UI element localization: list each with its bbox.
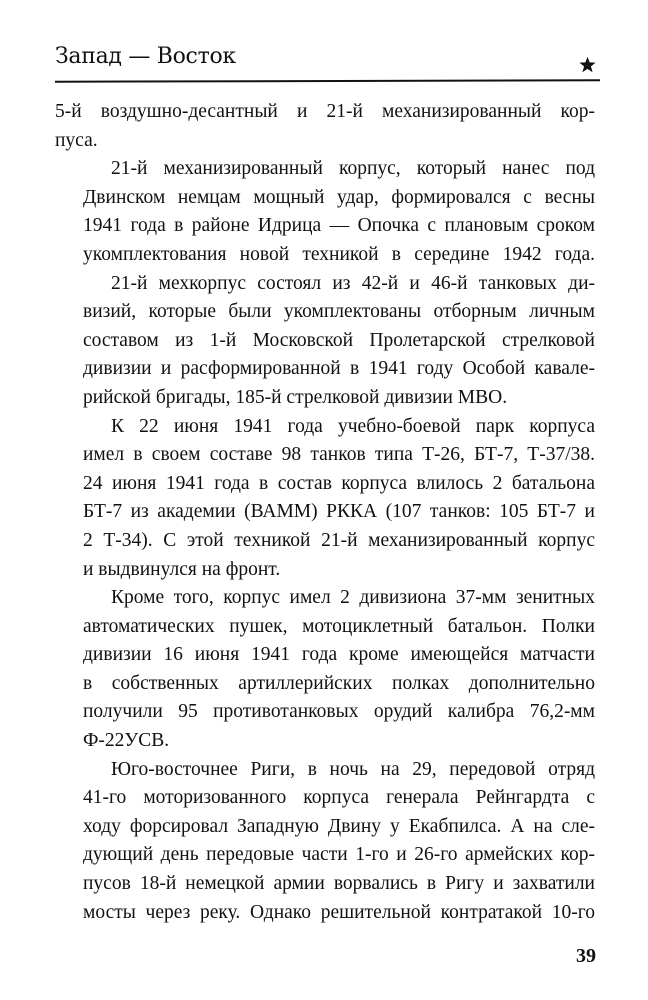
- text-line: 21-й механизированный корпус, который нанес под: [111, 158, 595, 180]
- paragraph: [55, 584, 595, 756]
- text-line: и выдвинулся на фронт.: [83, 558, 281, 580]
- page-body: [55, 98, 595, 927]
- text-line: рийской бригады, 185-й стрелковой дивизии МВО.: [83, 386, 508, 408]
- text-line: 24 июня 1941 года в состав корпуса влилось 2 батальона: [83, 472, 595, 494]
- text-line: в собственных артиллерийских полках дополнительно: [83, 672, 595, 694]
- text-line: 5-й воздушно-десантный и 21-й механизированный кор-: [55, 101, 595, 122]
- text-line: дующий день передовые части 1-го и 26-го армейских кор-: [83, 844, 595, 866]
- text-line: Ф-22УСВ.: [83, 730, 170, 752]
- paragraph: [55, 98, 595, 155]
- page-number: 39: [576, 945, 596, 967]
- text-line: пусов 18-й немецкой армии ворвались в Ригу и захватили: [83, 873, 595, 895]
- paragraph: [55, 756, 595, 928]
- text-line: 41-го моторизованного корпуса генерала Рейнгардта с: [83, 787, 595, 809]
- text-line: дивизии и расформированной в 1941 году Особой кавале-: [83, 358, 595, 380]
- text-line: получили 95 противотанковых орудий калибра 76,2-мм: [83, 701, 595, 723]
- star-icon: [579, 56, 596, 73]
- text-line: БТ-7 из академии (ВАММ) РККА (107 танков: 105 БТ-7 и: [83, 501, 595, 523]
- text-line: автоматических пушек, мотоциклетный батальон. Полки: [83, 615, 595, 637]
- text-line: мосты через реку. Однако решительной контратакой 10-го: [83, 901, 595, 923]
- text-line: 21-й мехкорпус состоял из 42-й и 46-й танковых ди-: [111, 272, 595, 294]
- running-title: Запад — Восток: [55, 44, 236, 69]
- text-line: визий, которые были укомплектованы отборным личным: [83, 301, 595, 323]
- paragraph: [55, 155, 595, 269]
- paragraph: [55, 270, 595, 413]
- text-line: укомплектования новой техникой в середине 1942 года.: [83, 243, 595, 265]
- text-line: ходу форсировал Западную Двину у Екабпилса. А на сле-: [83, 815, 595, 837]
- text-line: составом из 1-й Московской Пролетарской стрелковой: [83, 329, 595, 351]
- text-line: 1941 года в районе Идрица — Опочка с плановым сроком: [83, 215, 595, 237]
- text-line: К 22 июня 1941 года учебно-боевой парк корпуса: [111, 415, 595, 437]
- text-line: Кроме того, корпус имел 2 дивизиона 37-мм зенитных: [111, 587, 595, 609]
- paragraph: [55, 413, 595, 585]
- text-line: пуса.: [55, 129, 98, 151]
- running-head: [55, 44, 600, 80]
- text-line: Юго-восточнее Риги, в ночь на 29, передовой отряд: [111, 758, 595, 780]
- text-line: имел в своем составе 98 танков типа Т-26, БТ-7, Т-37/38.: [83, 444, 595, 466]
- text-line: Двинском немцам мощный удар, формировался с весны: [83, 186, 595, 208]
- text-line: 2 Т-34). С этой техникой 21-й механизированный корпус: [83, 529, 595, 551]
- header-rule: [55, 79, 600, 82]
- text-line: дивизии 16 июня 1941 года кроме имеющейся матчасти: [83, 644, 595, 666]
